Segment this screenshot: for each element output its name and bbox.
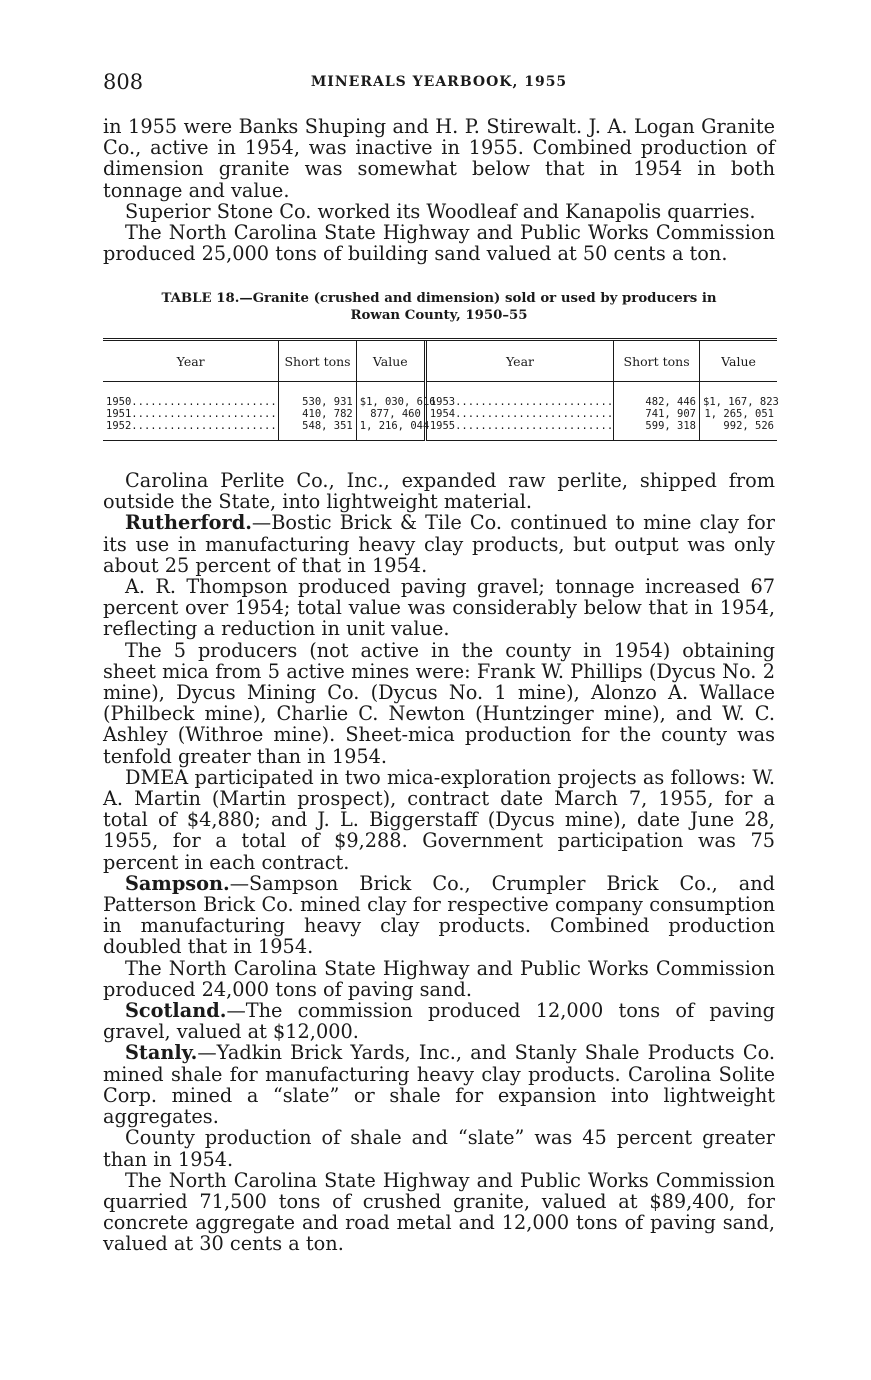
table-caption-line: TABLE 18.—Granite (crushed and dimension) sold or used by producers in (161, 291, 717, 306)
column-header: Year (103, 340, 279, 382)
paragraph: DMEA participated in two mica-exploration projects as follows: W. A. Martin (Martin prospect), contract date March 7, 1955, for a total of $4,880; and J. L. Biggerstaff (Dycus mine), date June 28, 1955, for a total of $9,288. Government participation was 75 percent in each contract. (103, 765, 775, 874)
year-cell: 1955......................... (425, 420, 613, 441)
paragraph: The 5 producers (not active in the county in 1954) obtaining sheet mica from 5 active mines were: Frank W. Phillips (Dycus No. 2 mine), Dycus Mining Co. (Dycus No. 1 mine), Alonzo A. Wallace (Philbeck mine), Charlie C. Newton (Huntzinger mine), and W. C. Ashley (Withroe mine). Sheet-mica production for the county was tenfold greater than in 1954. (103, 638, 775, 768)
table-row (103, 408, 777, 420)
column-header: Short tons (614, 340, 700, 382)
column-header: Value (700, 340, 778, 382)
column-header: Short tons (279, 340, 356, 382)
paragraph: The North Carolina State Highway and Public Works Commission produced 24,000 tons of paving sand. (103, 956, 775, 1001)
county-heading: Rutherford. (125, 511, 252, 535)
table-caption-line: Rowan County, 1950–55 (350, 308, 528, 323)
tons-cell: 482, 446 (614, 382, 700, 409)
page-header (103, 70, 775, 100)
table-row (103, 382, 777, 409)
table-row (103, 420, 777, 441)
value-cell: 992, 526 (700, 420, 778, 441)
value-cell: 877, 460 (356, 408, 425, 420)
table-caption (103, 290, 775, 324)
county-heading: Scotland. (125, 999, 227, 1023)
column-header: Value (356, 340, 425, 382)
paragraph: in 1955 were Banks Shuping and H. P. Stirewalt. J. A. Logan Granite Co., active in 1954, was inactive in 1955. Combined production of dimension granite was somewhat below that in 1954 in both tonnage and value. (103, 115, 775, 202)
county-heading: Stanly. (125, 1041, 198, 1065)
paragraph-stanly: Stanly.—Yadkin Brick Yards, Inc., and Stanly Shale Products Co. mined shale for manufacturing heavy clay products. Carolina Solite Corp. mined a “slate” or shale for expansion into lightweight aggregates. (103, 1041, 775, 1129)
paragraph-rutherford: Rutherford.—Bostic Brick & Tile Co. continued to mine clay for its use in manufacturing heavy clay products, but output was only about 25 percent of that in 1954. (103, 511, 775, 577)
paragraph: The North Carolina State Highway and Public Works Commission quarried 71,500 tons of crushed granite, valued at $89,400, for concrete aggregate and road metal and 12,000 tons of paving sand, valued at 30 cents a ton. (103, 1168, 775, 1256)
year-cell: 1954......................... (425, 408, 613, 420)
paragraph: A. R. Thompson produced paving gravel; tonnage increased 67 percent over 1954; total value was considerably below that in 1954, reflecting a reduction in unit value. (103, 575, 775, 641)
column-header: Year (425, 340, 613, 382)
paragraph: Carolina Perlite Co., Inc., expanded raw perlite, shipped from outside the State, into lightweight material. (103, 469, 775, 514)
year-cell: 1951....................... (106, 408, 277, 420)
tons-cell: 548, 351 (279, 420, 356, 441)
paragraph: County production of shale and “slate” was 45 percent greater than in 1954. (103, 1126, 775, 1171)
tons-cell: 410, 782 (279, 408, 356, 420)
granite-table (103, 338, 777, 441)
value-cell: $1, 167, 823 (700, 382, 778, 409)
table-header-row (103, 340, 777, 382)
paragraph-scotland: Scotland.—The commission produced 12,000 tons of paving gravel, valued at $12,000. (103, 999, 775, 1044)
paragraph-sampson: Sampson.—Sampson Brick Co., Crumpler Brick Co., and Patterson Brick Co. mined clay for respective company consumption in manufacturing heavy clay products. Combined production doubled that in 1954. (103, 871, 775, 959)
tons-cell: 741, 907 (614, 408, 700, 420)
year-cell: 1952....................... (103, 420, 279, 441)
year-cell: 1953......................... (425, 382, 613, 409)
text-block-bottom (103, 470, 775, 1255)
page-number: 808 (103, 70, 144, 94)
paragraph: The North Carolina State Highway and Public Works Commission produced 25,000 tons of building sand valued at 50 cents a ton. (103, 221, 775, 266)
value-cell: 1, 265, 051 (700, 408, 778, 420)
tons-cell: 599, 318 (614, 420, 700, 441)
paragraph: Superior Stone Co. worked its Woodleaf and Kanapolis quarries. (125, 199, 756, 223)
tons-cell: 530, 931 (279, 382, 356, 409)
value-cell: $1, 030, 616 (356, 382, 425, 409)
text-block-top (103, 116, 775, 264)
running-title: MINERALS YEARBOOK, 1955 (310, 74, 568, 90)
year-cell: 1950....................... (106, 396, 277, 408)
value-cell: 1, 216, 044 (356, 420, 425, 441)
county-heading: Sampson. (125, 871, 230, 895)
